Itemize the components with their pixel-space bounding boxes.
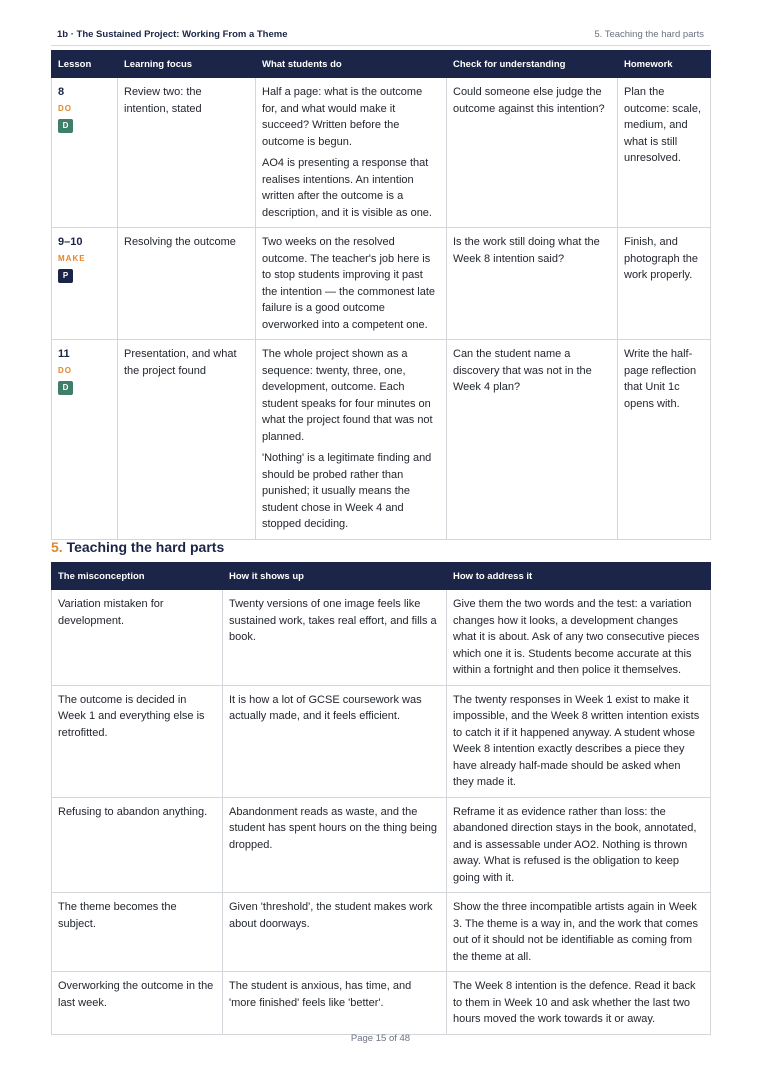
shows-up-cell: Abandonment reads as waste, and the student has spent hours on the thing being dropped. (223, 797, 447, 893)
stage-label: DO (58, 103, 72, 113)
stage-label: DO (58, 365, 72, 375)
lesson-cell (52, 340, 118, 540)
lesson-number: 11 (58, 348, 70, 360)
homework-cell: Finish, and photograph the work properly. (618, 228, 711, 340)
lesson-cell (52, 228, 118, 340)
what-students-do-cell (256, 228, 447, 340)
shows-up-cell: Given 'threshold', the student makes work about doorways. (223, 893, 447, 972)
misconception-cell: Refusing to abandon anything. (52, 797, 223, 893)
misconceptions-table-header-row (52, 563, 711, 590)
column-header-how-to-address-it: How to address it (447, 563, 711, 590)
lesson-number: 9–10 (58, 236, 83, 248)
column-header-misconception: The misconception (52, 563, 223, 590)
misconception-cell: Overworking the outcome in the last week. (52, 972, 223, 1035)
lesson-table-header-row (52, 51, 711, 78)
paragraph: The whole project shown as a sequence: twenty, three, one, development, outcome. Each student speaks for four minutes on what the project found that was not planned. (262, 348, 433, 443)
table-row (52, 685, 711, 797)
table-row (52, 78, 711, 228)
address-cell: Show the three incompatible artists again in Week 3. The theme is a way in, and the work that comes out of it should not be identifiable as coming from the theme at all. (447, 893, 711, 972)
lesson-plan-table (51, 50, 711, 540)
column-header-check-for-understanding: Check for understanding (447, 51, 618, 78)
address-cell: Reframe it as evidence rather than loss: the abandoned direction stays in the book, annotated, and is assessable under AO2. Nothing is thrown away. What is refused is the obligation to keep going with it. (447, 797, 711, 893)
stage-label: MAKE (58, 253, 86, 263)
column-header-what-students-do: What students do (256, 51, 447, 78)
shows-up-cell: The student is anxious, has time, and 'more finished' feels like 'better'. (223, 972, 447, 1035)
table-row (52, 590, 711, 686)
page-footer: Page 15 of 48 (350, 1033, 411, 1044)
shows-up-cell: Twenty versions of one image feels like sustained work, takes real effort, and fills a book. (223, 590, 447, 686)
check-cell: Can the student name a discovery that was not in the Week 4 plan? (447, 340, 618, 540)
paragraph: Two weeks on the resolved outcome. The teacher's job here is to stop students improving it past the intention — the commonest late failure is a good outcome overworked into a competent one. (262, 236, 436, 331)
paragraph: AO4 is presenting a response that realises intentions. An intention written after the outcome is a description, and it is visible as one. (262, 157, 432, 219)
column-header-how-it-shows-up: How it shows up (223, 563, 447, 590)
table-row (52, 893, 711, 972)
lesson-cell (52, 78, 118, 228)
stage-badge: D (58, 119, 73, 133)
column-header-learning-focus: Learning focus (118, 51, 256, 78)
what-students-do-cell (256, 340, 447, 540)
column-header-lesson: Lesson (52, 51, 118, 78)
running-header-title: 1b · The Sustained Project: Working From a Theme (57, 29, 288, 40)
table-row (52, 797, 711, 893)
table-row (52, 340, 711, 540)
running-header (51, 27, 710, 46)
check-cell: Is the work still doing what the Week 8 intention said? (447, 228, 618, 340)
misconception-cell: Variation mistaken for development. (52, 590, 223, 686)
homework-cell: Write the half-page reflection that Unit 1c opens with. (618, 340, 711, 540)
shows-up-cell: It is how a lot of GCSE coursework was actually made, and it feels efficient. (223, 685, 447, 797)
table-row (52, 228, 711, 340)
what-students-do-cell (256, 78, 447, 228)
misconception-cell: The theme becomes the subject. (52, 893, 223, 972)
address-cell: The Week 8 intention is the defence. Read it back to them in Week 10 and ask whether the last two hours moved the work towards it or away. (447, 972, 711, 1035)
learning-focus-cell: Review two: the intention, stated (118, 78, 256, 228)
running-header-section: 5. Teaching the hard parts (594, 29, 704, 40)
stage-badge: P (58, 269, 73, 283)
check-cell: Could someone else judge the outcome against this intention? (447, 78, 618, 228)
section-number: 5. (51, 539, 63, 555)
paragraph: 'Nothing' is a legitimate finding and should be probed rather than punished; it usually means the student chose in Week 4 and stopped deciding. (262, 452, 432, 530)
table-row (52, 972, 711, 1035)
lesson-number: 8 (58, 86, 65, 98)
address-cell: The twenty responses in Week 1 exist to make it impossible, and the Week 8 written intention exists to catch it if it happened anyway. A student whose Week 8 intention exactly describes a piece they have already half-made should be asked when they made it. (447, 685, 711, 797)
paragraph: Half a page: what is the outcome for, and what would make it succeed? Written before the outcome is begun. (262, 86, 423, 148)
learning-focus-cell: Presentation, and what the project found (118, 340, 256, 540)
address-cell: Give them the two words and the test: a variation changes how it looks, a development changes what it is about. Ask of any two consecutive pieces which one it is. Students become accurate at this within a fortnight and then police it themselves. (447, 590, 711, 686)
misconceptions-table (51, 562, 711, 1035)
section-heading (51, 538, 224, 556)
misconception-cell: The outcome is decided in Week 1 and everything else is retrofitted. (52, 685, 223, 797)
learning-focus-cell: Resolving the outcome (118, 228, 256, 340)
homework-cell: Plan the outcome: scale, medium, and what is still unresolved. (618, 78, 711, 228)
section-title: Teaching the hard parts (66, 539, 225, 555)
column-header-homework: Homework (618, 51, 711, 78)
stage-badge: D (58, 381, 73, 395)
